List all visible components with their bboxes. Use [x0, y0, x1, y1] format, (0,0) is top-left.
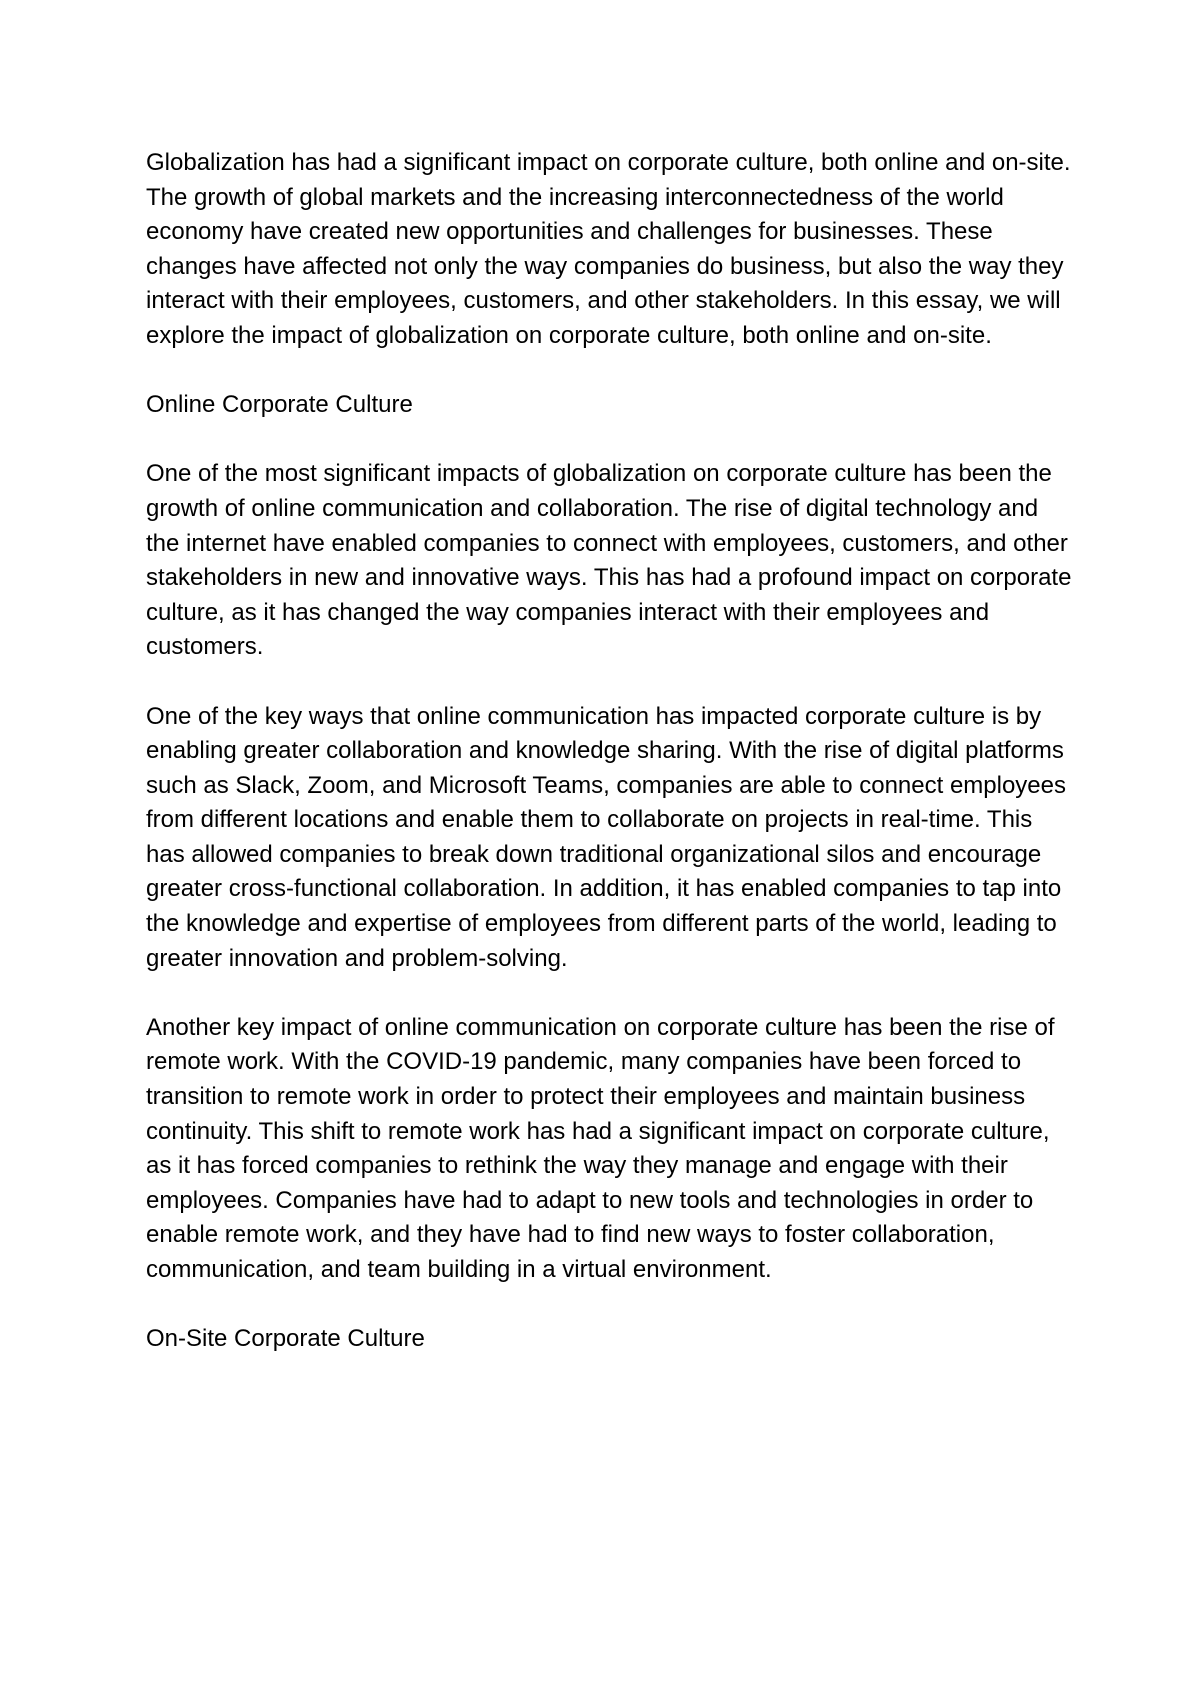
- online-paragraph-2: One of the key ways that online communication has impacted corporate culture is by enabling greater collaboration and knowledge sharing. With the rise of digital platforms such as Slack, Zoom, and Microsoft Teams, companies are able to connect employees from different locations and enable them to collaborate on projects in real-time. This has allowed companies to break down traditional organizational silos and encourage greater cross-functional collaboration. In addition, it has enabled companies to tap into the knowledge and expertise of employees from different parts of the world, leading to greater innovation and problem-solving.: [146, 702, 1067, 972]
- online-paragraph-3: Another key impact of online communication on corporate culture has been the rise of remote work. With the COVID-19 pandemic, many companies have been forced to transition to remote work in order to protect their employees and maintain business continuity. This shift to remote work has had a significant impact on corporate culture, as it has forced companies to rethink the way they manage and engage with their employees. Companies have had to adapt to new tools and technologies in order to enable remote work, and they have had to find new ways to foster collaboration, communication, and team building in a virtual environment.: [146, 1013, 1055, 1283]
- section-heading-onsite: On-Site Corporate Culture: [146, 1325, 425, 1353]
- online-paragraph-1: One of the most significant impacts of globalization on corporate culture has been the growth of online communication and collaboration. The rise of digital technology and the internet have enabled companies to connect with employees, customers, and other stakeholders in new and innovative ways. This has had a profound impact on corporate culture, as it has changed the way companies interact with their employees and customers.: [146, 460, 1072, 661]
- intro-paragraph: Globalization has had a significant impact on corporate culture, both online and on-site. The growth of global markets and the increasing interconnectedness of the world economy have created new opportunities and challenges for businesses. These changes have affected not only the way companies do business, but also the way they interact with their employees, customers, and other stakeholders. In this essay, we will explore the impact of globalization on corporate culture, both online and on-site.: [146, 149, 1071, 349]
- document-body: [146, 146, 1076, 1391]
- section-heading-online: Online Corporate Culture: [146, 391, 413, 419]
